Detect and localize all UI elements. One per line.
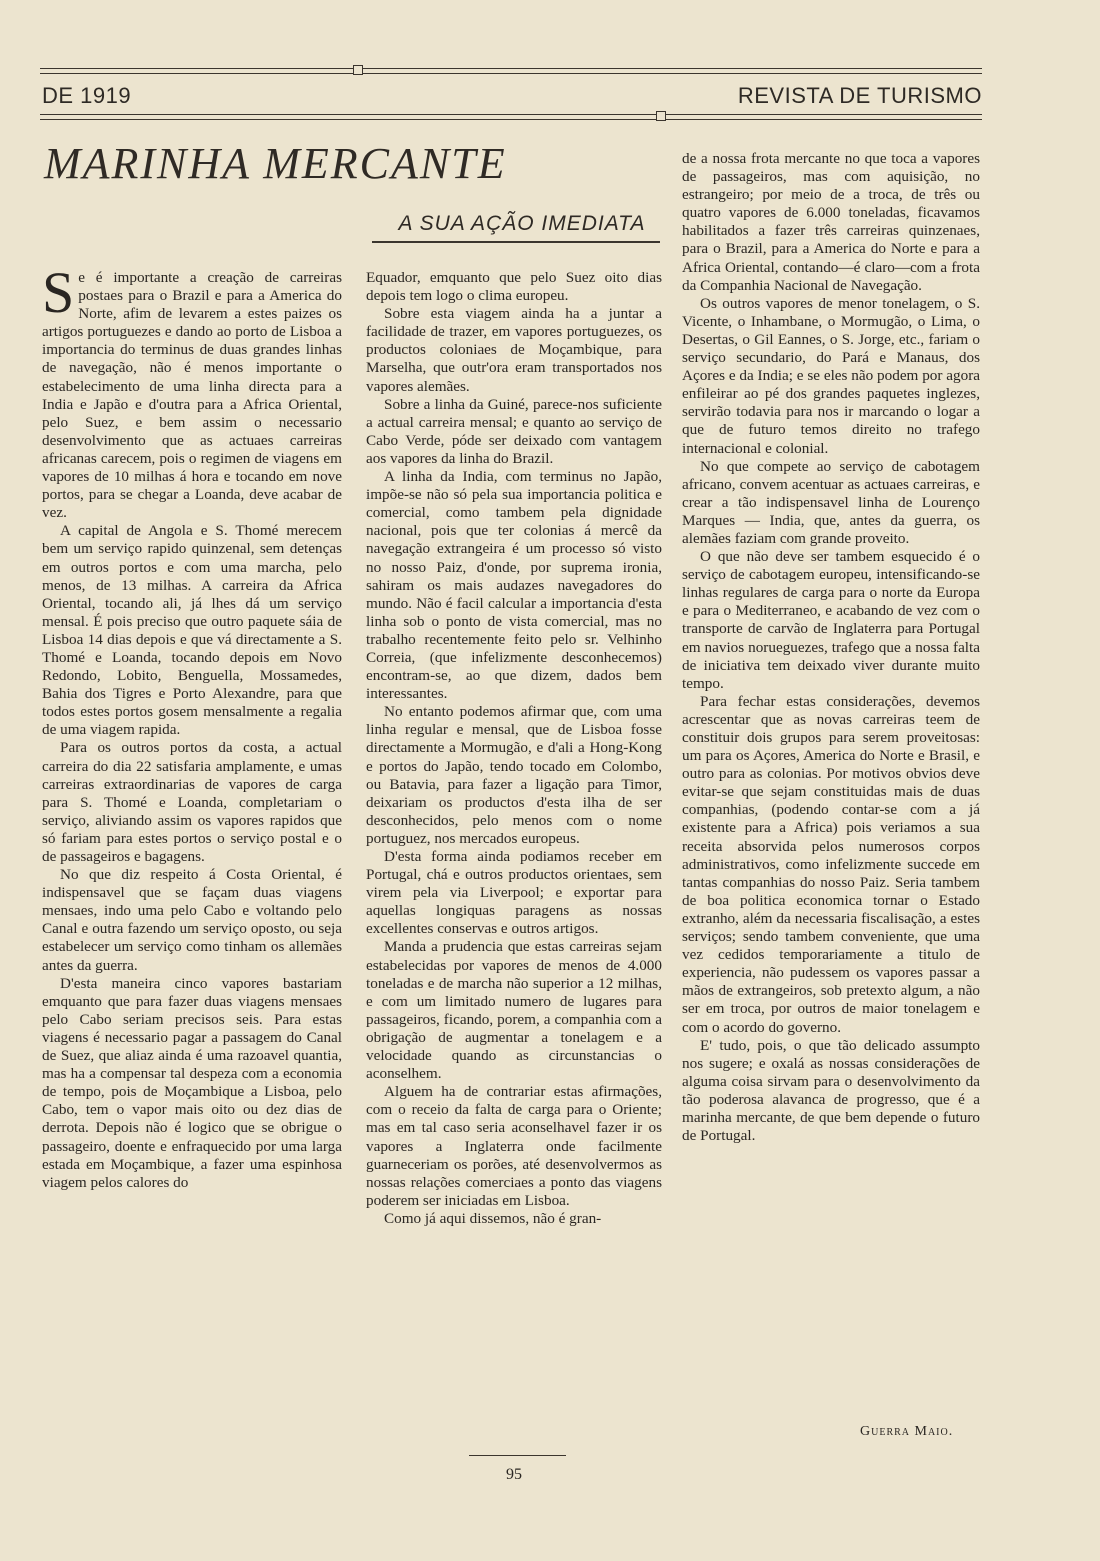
- paragraph: Sobre a linha da Guiné, parece-nos suficiente a actual carreira mensal; e quanto ao serviço de Cabo Verde, póde ser deixado com vantagem aos vapores da linha do Brazil.: [366, 395, 662, 467]
- author-signature: Guerra Maio.: [860, 1424, 954, 1439]
- header-bottom-rule: [40, 112, 982, 124]
- paragraph: D'esta maneira cinco vapores bastariam emquanto que para fazer duas viagens mensaes pelo Cabo seriam precisos seis. Para estas viagens é necessario pagar a passagem do Canal de Suez, que aliaz ainda é uma razoavel quantia, mas ha a compensar tal despeza com a economia de tempo, pois de Moçambique a Lisboa, pelo Cabo, tem o vapor mais oito ou dez dias de derrota. Depois não é logico que se obrigue o passageiro, doente e enfraquecido por uma larga estada em Moçambique, a fazer uma espinhosa viagem pelos calores do: [42, 974, 342, 1191]
- paragraph: Para os outros portos da costa, a actual carreira do dia 22 satisfaria amplamente, e umas carreiras extraordinarias de vapores de carga para S. Thomé e Loanda, completariam o serviço, aliviando assim os vapores rapidos que só fariam para estes portos o serviço postal e o de passageiros e bagagens.: [42, 739, 342, 865]
- paragraph: Manda a prudencia que estas carreiras sejam estabelecidas por vapores de menos de 4.000 toneladas e de marcha não superior a 12 milhas, e com um limitado numero de lugares para passageiros, ficando, porem, a companhia com a obrigação de augmentar a tonelagem e a velocidade quando as circunstancias o aconselhem.: [366, 938, 662, 1083]
- paragraph: A capital de Angola e S. Thomé merecem bem um serviço rapido quinzenal, sem detenças em outros portos e com uma marcha, pelo menos, de 13 milhas. A carreira da Africa Oriental, tocando ali, já lhes dá um serviço mensal. É pois preciso que outro paquete sáia de Lisboa 14 dias depois e que vá directamente a S. Thomé e Loanda, tocando depois em Novo Redondo, Lobito, Benguella, Mossamedes, Bahia dos Tigres e Porto Alexandre, para que todos estes portos gosem mensalmente a regalia de uma viagem rapida.: [42, 522, 342, 739]
- drop-cap: S: [42, 260, 75, 325]
- paragraph: de a nossa frota mercante no que toca a vapores de passageiros, mas com aquisição, no estrangeiro; por meio de a troca, de três ou quatro vapores de 6.000 toneladas, ficavamos habilitados a fazer três carreiras quinzenaes, para o Brazil, para a America do Norte e para a Africa Oriental, contando—é claro—com a frota da Companhia Nacional de Navegação.: [682, 150, 980, 294]
- paragraph: Se é importante a creação de carreiras postaes para o Brazil e para a America do Norte, afim de levarem a estes paizes os artigos portuguezes e dando ao porto de Lisboa a importancia do terminus de duas grandes linhas de navegação, não é menos importante o estabelecimento de uma linha directa para a India e Japão e d'outra para a Africa Oriental, pelo Suez, e bem assim o necessario desenvolvimento que as actuaes carreiras africanas carecem, pois o regimen de viagens em vapores de 10 milhas á hora e tocando em nove portos, para se chegar a Loanda, deve acabar de vez.: [42, 260, 342, 522]
- paragraph: Alguem ha de contrariar estas afirmações, com o receio da falta de carga para o Oriente; mas em tal caso seria aconselhavel fazer ir os vapores a Inglaterra onde facilmente guarneceriam os porões, até desenvolvermos as nossas relações comerciaes a ponto das viagens poderem ser iniciadas em Lisboa.: [366, 1083, 662, 1209]
- paragraph: D'esta forma ainda podiamos receber em Portugal, chá e outros productos orientaes, sem virem pela via Liverpool; e exportar para aquellas longiquas paragens as nossas excellentes conservas e outros artigos.: [366, 848, 662, 938]
- header-date: DE 1919: [42, 83, 132, 108]
- article-column-3: [682, 150, 980, 1145]
- article-column-2: [366, 269, 662, 1228]
- header-publication: REVISTA DE TURISMO: [737, 83, 982, 108]
- paragraph: Como já aqui dissemos, não é gran-: [384, 1209, 602, 1227]
- footer-rule: [469, 1455, 566, 1456]
- article-subtitle: A SUA AÇÃO IMEDIATA: [398, 212, 646, 235]
- paragraph: No que diz respeito á Costa Oriental, é indispensavel que se façam duas viagens mensaes, indo uma pelo Cabo e voltando pelo Canal e outra fazendo um serviço oposto, ou seja estabelecer um serviço como tinham os allemães antes da guerra.: [42, 866, 342, 974]
- subtitle-rule: [372, 241, 660, 243]
- paragraph: O que não deve ser tambem esquecido é o serviço de cabotagem europeu, intensificando-se linhas regulares de carga para o norte da Europa e para o Mediterraneo, e acabando de vez com o transporte de carvão de Inglaterra para Portugal em navios norueguezes, trafego que a nossa falta de iniciativa tem deixado viver durante muito tempo.: [682, 548, 980, 692]
- paragraph: Os outros vapores de menor tonelagem, o S. Vicente, o Inhambane, o Mormugão, o Lima, o Desertas, o Gil Eannes, o S. Jorge, etc., fariam o serviço secundario, do Pará e Manaus, dos Açores e da India; e se eles não podem por agora enfileirar ao pé dos grandes paquetes inglezes, servirão todavia para nos ir marcando o logar a que de futuro temos direito no trafego internacional e colonial.: [682, 294, 980, 457]
- paragraph: Equador, emquanto que pelo Suez oito dias depois tem logo o clima europeu.: [366, 269, 662, 305]
- paragraph: No que compete ao serviço de cabotagem africano, convem acentuar as actuaes carreiras, e crear a tão indispensavel linha de Lourenço Marques — India, que, antes da guerra, os alemães faziam com grande proveito.: [682, 457, 980, 547]
- article-column-1: [42, 260, 342, 1192]
- article-title: MARINHA MERCANTE: [44, 139, 507, 188]
- page-number: 95: [506, 1466, 522, 1483]
- paragraph: A linha da India, com terminus no Japão, impõe-se não só pela sua importancia politica e comercial, como tambem pela dignidade nacional, pois que ter colonias á mercê da navegação extrangeira é um processo só visto no nosso Paiz, d'onde, por suprema ironia, sahiram os mais audazes navegadores do mundo. Não é facil calcular a importancia d'esta linha sob o ponto de vista comercial, mas no trabalho recentemente feito pelo sr. Velhinho Correia, (que infelizmente desconhecemos) encontram-se, ao que dizem, dados bem interessantes.: [366, 468, 662, 703]
- paragraph: Sobre esta viagem ainda ha a juntar a facilidade de trazer, em vapores portuguezes, os productos coloniaes de Moçambique, para Marselha, que outr'ora eram transportados nos vapores alemães.: [366, 305, 662, 395]
- paragraph: E' tudo, pois, o que tão delicado assumpto nos sugere; e oxalá as nossas considerações de alguma coisa sirvam para o desenvolvimento da tão poderosa alavanca de progresso, que é a marinha mercante, de que bem depende o futuro de Portugal.: [682, 1036, 980, 1145]
- paragraph: Para fechar estas considerações, devemos acrescentar que as novas carreiras teem de constituir dois grupos para serem proveitosas: um para os Açores, America do Norte e Brasil, e outro para as colonias. Por motivos obvios deve evitar-se que sejam constituidas mais de duas companhias, (podendo contar-se com a já existente para a Africa) pois veriamos a sua receita absorvida pelos numerosos corpos administrativos, como infelizmente succede em tantas companhias do nosso Paiz. Seria tambem de boa politica economica tornar o Estado extranho, além da necessaria fiscalisação, a estes serviços; sendo tambem conveniente, que uma vez cedidos temporariamente a titulo de experiencia, não pudessem os vapores passar a mãos de extrangeiros, sob pretexto algum, a não ser em troca, por outros de maior tonelagem e com o acordo do governo.: [682, 692, 980, 1036]
- paragraph: No entanto podemos afirmar que, com uma linha regular e mensal, que de Lisboa fosse directamente a Mormugão, e d'ali a Hong-Kong e portos do Japão, tendo tocado em Colombo, ou Batavia, para fazer a ligação para Timor, deixariam os productos d'esta ilha de ser desconhecidos, pelo menos com o nome portuguez, nos mercados europeus.: [366, 703, 662, 847]
- header-top-rule: [40, 66, 982, 78]
